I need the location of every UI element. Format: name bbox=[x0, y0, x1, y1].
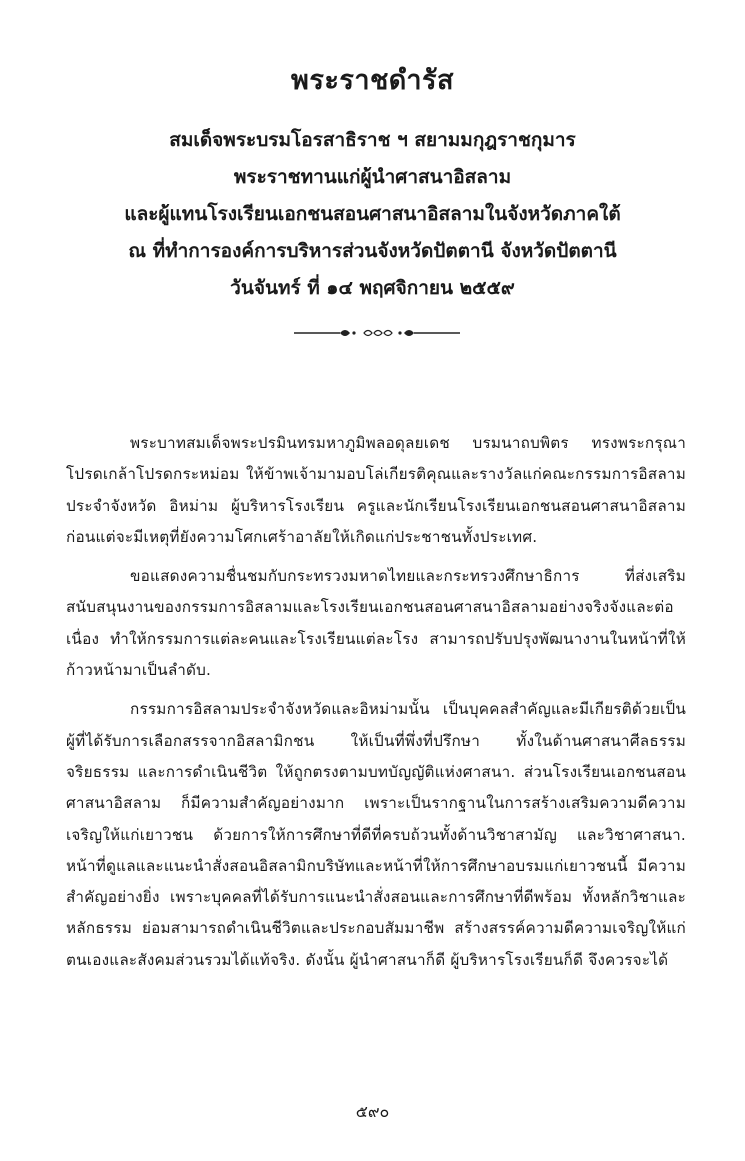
page-number: ๕๙๐ bbox=[355, 1102, 390, 1121]
subtitle-line: พระราชทานแก่ผู้นำศาสนาอิสลาม bbox=[233, 166, 512, 188]
paragraph: กรรมการอิสลามประจำจังหวัดและอิหม่ามนั้น เป็นบุคคลสำคัญและมีเกียรติด้วยเป็นผู้ที่ได้รับการเลือกสรรจากอิสลามิกชน ให้เป็นที่พึ่งที่ปรึกษา ทั้งในด้านศาสนาศีลธรรม จริยธรรม และการดำเนินชีวิต ให้ถูกตรงตามบทบัญญัติแห่งศาสนา. ส่วนโรงเรียนเอกชนสอนศาสนาอิสลาม ก็มีความสำคัญอย่างมาก เพราะเป็นรากฐานในการสร้างเสริมความดีความเจริญให้แก่เยาวชน ด้วยการให้การศึกษาที่ดีที่ครบถ้วนทั้งด้านวิชาสามัญ และวิชาศาสนา. หน้าที่ดูแลและแนะนำสั่งสอนอิสลามิกบริษัทและหน้าที่ให้การศึกษาอบรมแก่เยาวชนนี้ มีความสำคัญอย่างยิ่ง เพราะบุคคลที่ได้รับการแนะนำสั่งสอนและการศึกษาที่ดีพร้อม ทั้งหลักวิชาและหลักธรรม ย่อมสามารถดำเนินชีวิตและประกอบสัมมาชีพ สร้างสรรค์ความดีความเจริญให้แก่ตนเองและสังคมส่วนรวมได้แท้จริง. ดังนั้น ผู้นำศาสนาก็ดี ผู้บริหารโรงเรียนก็ดี จึงควรจะได้ bbox=[66, 700, 686, 969]
ornament-divider bbox=[292, 323, 462, 343]
subtitle-line: และผู้แทนโรงเรียนเอกชนสอนศาสนาอิสลามในจังหวัดภาคใต้ bbox=[124, 203, 621, 225]
subtitle-block bbox=[40, 122, 705, 307]
body-text bbox=[66, 428, 686, 984]
subtitle-line: วันจันทร์ ที่ ๑๔ พฤศจิกายน ๒๕๕๙ bbox=[230, 277, 515, 299]
subtitle-line: สมเด็จพระบรมโอรสาธิราช ฯ สยามมกุฎราชกุมาร bbox=[169, 129, 576, 151]
page-title: พระราชดำรัส bbox=[291, 65, 454, 96]
paragraph: ขอแสดงความชื่นชมกับกระทรวงมหาดไทยและกระทรวงศึกษาธิการ ที่ส่งเสริมสนับสนุนงานของกรรมการอิสลามและโรงเรียนเอกชนสอนศาสนาอิสลามอย่างจริงจังและต่อเนื่อง ทำให้กรรมการแต่ละคนและโรงเรียนแต่ละโรง สามารถปรับปรุงพัฒนางานในหน้าที่ให้ก้าวหน้ามาเป็นลำดับ. bbox=[66, 567, 686, 680]
paragraph: พระบาทสมเด็จพระปรมินทรมหาภูมิพลอดุลยเดช บรมนาถบพิตร ทรงพระกรุณาโปรดเกล้าโปรดกระหม่อม ให้ข้าพเจ้ามามอบโล่เกียรติคุณและรางวัลแก่คณะกรรมการอิสลามประจำจังหวัด อิหม่าม ผู้บริหารโรงเรียน ครูและนักเรียนโรงเรียนเอกชนสอนศาสนาอิสลาม ก่อนแต่จะมีเหตุที่ยังความโศกเศร้าอาลัยให้เกิดแก่ประชาชนทั้งประเทศ. bbox=[66, 434, 686, 546]
subtitle-line: ณ ที่ทำการองค์การบริหารส่วนจังหวัดปัตตานี จังหวัดปัตตานี bbox=[128, 240, 617, 262]
